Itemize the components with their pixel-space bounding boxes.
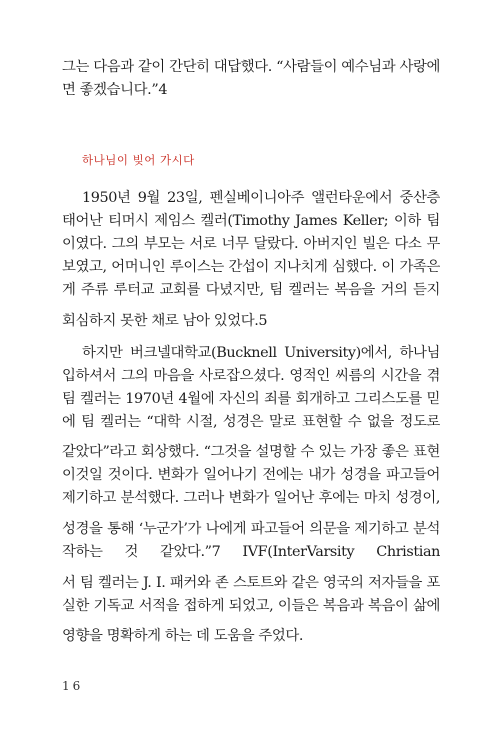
paragraph-line: 실한 기독교 서적을 접하게 되었고, 이들은 복음과 복음이 삶에 [62,598,440,614]
page-number: 16 [62,679,84,693]
paragraph-line: 태어난 티머시 제임스 켈러(Timothy James Keller; 이하 팀 [62,213,440,229]
paragraph-line: 이것일 것이다. 변화가 일어나기 전에는 내가 성경을 파고들어 [62,467,440,483]
paragraph-line: 작하는 것 같았다.”7 IVF(InterVarsity Christian [62,544,440,560]
paragraph-line: 이였다. 그의 부모는 서로 너무 달랐다. 아버지인 빌은 다소 무 [62,236,440,252]
paragraph-line: 입하셔서 그의 마음을 사로잡으셨다. 영적인 씨름의 시간을 겪 [62,368,440,384]
paragraph-line: 회심하지 못한 채로 남아 있었다.5 [62,313,268,329]
paragraph-line: 하지만 버크넬대학교(Bucknell University)에서, 하나님 [82,345,440,361]
paragraph-line: 제기하고 분석했다. 그러나 변화가 일어난 후에는 마치 성경이, [62,490,440,506]
section-heading: 하나님이 빚어 가시다 [82,153,195,167]
paragraph-line: 서 팀 켈러는 J. I. 패커와 존 스토트와 같은 영국의 저자들을 포 [62,575,440,591]
paragraph-line: 같았다”라고 회상했다. “그것을 설명할 수 있는 가장 좋은 표현 [62,444,440,460]
paragraph-line: 영향을 명확하게 하는 데 도움을 주었다. [62,628,304,644]
paragraph-line: 팀 켈러는 1970년 4월에 자신의 죄를 회개하고 그리스도를 믿 [62,391,440,407]
paragraph-line: 게 주류 루터교 교회를 다녔지만, 팀 켈러는 복음을 거의 듣지 [62,282,440,298]
paragraph-line: 에 팀 켈러는 “대학 시절, 성경은 말로 표현할 수 없을 정도로 [62,414,440,430]
paragraph-line: 성경을 통해 ‘누군가’가 나에게 파고들어 의문을 제기하고 분석 [62,521,440,537]
paragraph-line: 면 좋겠습니다.”4 [62,82,168,98]
paragraph-line: 1950년 9월 23일, 펜실베이니아주 앨런타운에서 중산층 [82,190,440,206]
paragraph-line: 그는 다음과 같이 간단히 대답했다. “사람들이 예수님과 사랑에 [62,59,440,75]
paragraph-line: 보였고, 어머니인 루이스는 간섭이 지나치게 심했다. 이 가족은 [62,259,440,275]
